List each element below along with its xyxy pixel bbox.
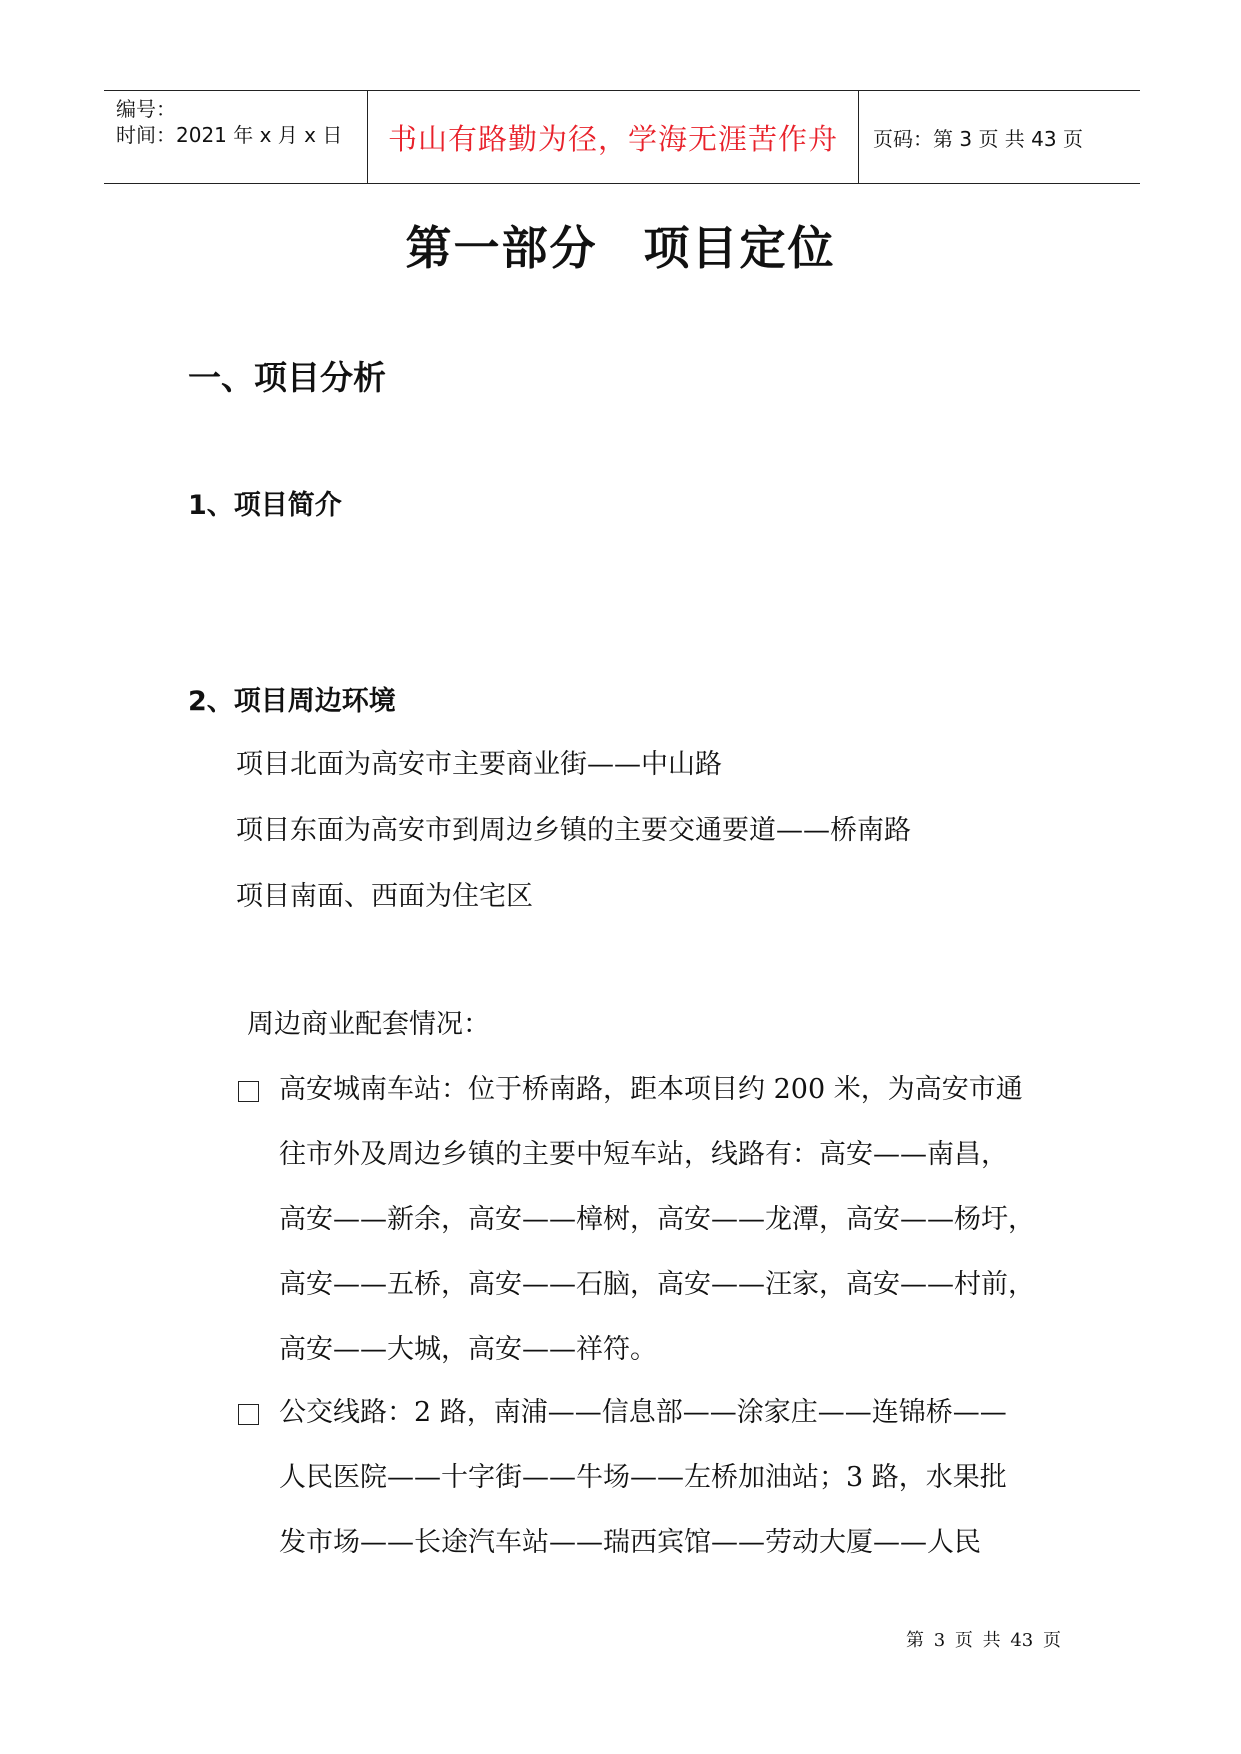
document-number-label: 编号： bbox=[116, 97, 176, 121]
document-date-label: 时间：2021 年 x 月 x 日 bbox=[116, 123, 343, 147]
section-heading: 一、项目分析 bbox=[188, 358, 386, 397]
environment-line: 项目北面为高安市主要商业街——中山路 bbox=[236, 749, 722, 780]
subsection-heading-intro: 1、项目简介 bbox=[188, 490, 342, 521]
page-title-part: 第一部分 bbox=[405, 221, 598, 275]
bullet-line: 人民医院——十字街——牛场——左桥加油站；3 路，水果批 bbox=[279, 1462, 1007, 1493]
checkbox-icon bbox=[238, 1404, 259, 1425]
bullet-line: 公交线路：2 路，南浦——信息部——涂家庄——连锦桥—— bbox=[279, 1397, 1007, 1428]
header-meta-cell bbox=[104, 91, 367, 183]
header-page-cell bbox=[859, 91, 1140, 183]
header-page-label: 页码：第 3 页 共 43 页 bbox=[873, 127, 1083, 151]
document-header bbox=[104, 90, 1140, 184]
header-motto: 书山有路勤为径，学海无涯苦作舟 bbox=[387, 122, 838, 156]
checkbox-icon bbox=[238, 1081, 259, 1102]
bullet-line: 发市场——长途汽车站——瑞西宾馆——劳动大厦——人民 bbox=[279, 1527, 981, 1558]
environment-line: 项目东面为高安市到周边乡镇的主要交通要道——桥南路 bbox=[236, 815, 911, 846]
header-motto-cell bbox=[367, 91, 859, 183]
bullet-line: 高安——大城，高安——祥符。 bbox=[279, 1334, 657, 1365]
bullet-line: 高安——新余，高安——樟树，高安——龙潭，高安——杨圩， bbox=[279, 1204, 1035, 1235]
page-footer: 第 3 页 共 43 页 bbox=[906, 1630, 1061, 1651]
page-title-name: 项目定位 bbox=[643, 221, 836, 275]
environment-line: 项目南面、西面为住宅区 bbox=[236, 881, 533, 912]
bullet-line: 往市外及周边乡镇的主要中短车站，线路有：高安——南昌， bbox=[279, 1139, 1008, 1170]
facilities-intro: 周边商业配套情况： bbox=[247, 1009, 490, 1040]
page-title bbox=[0, 212, 1241, 278]
bullet-line: 高安城南车站：位于桥南路，距本项目约 200 米，为高安市通 bbox=[279, 1074, 1023, 1105]
subsection-heading-environment: 2、项目周边环境 bbox=[188, 686, 396, 717]
bullet-line: 高安——五桥，高安——石脑，高安——汪家，高安——村前， bbox=[279, 1269, 1035, 1300]
